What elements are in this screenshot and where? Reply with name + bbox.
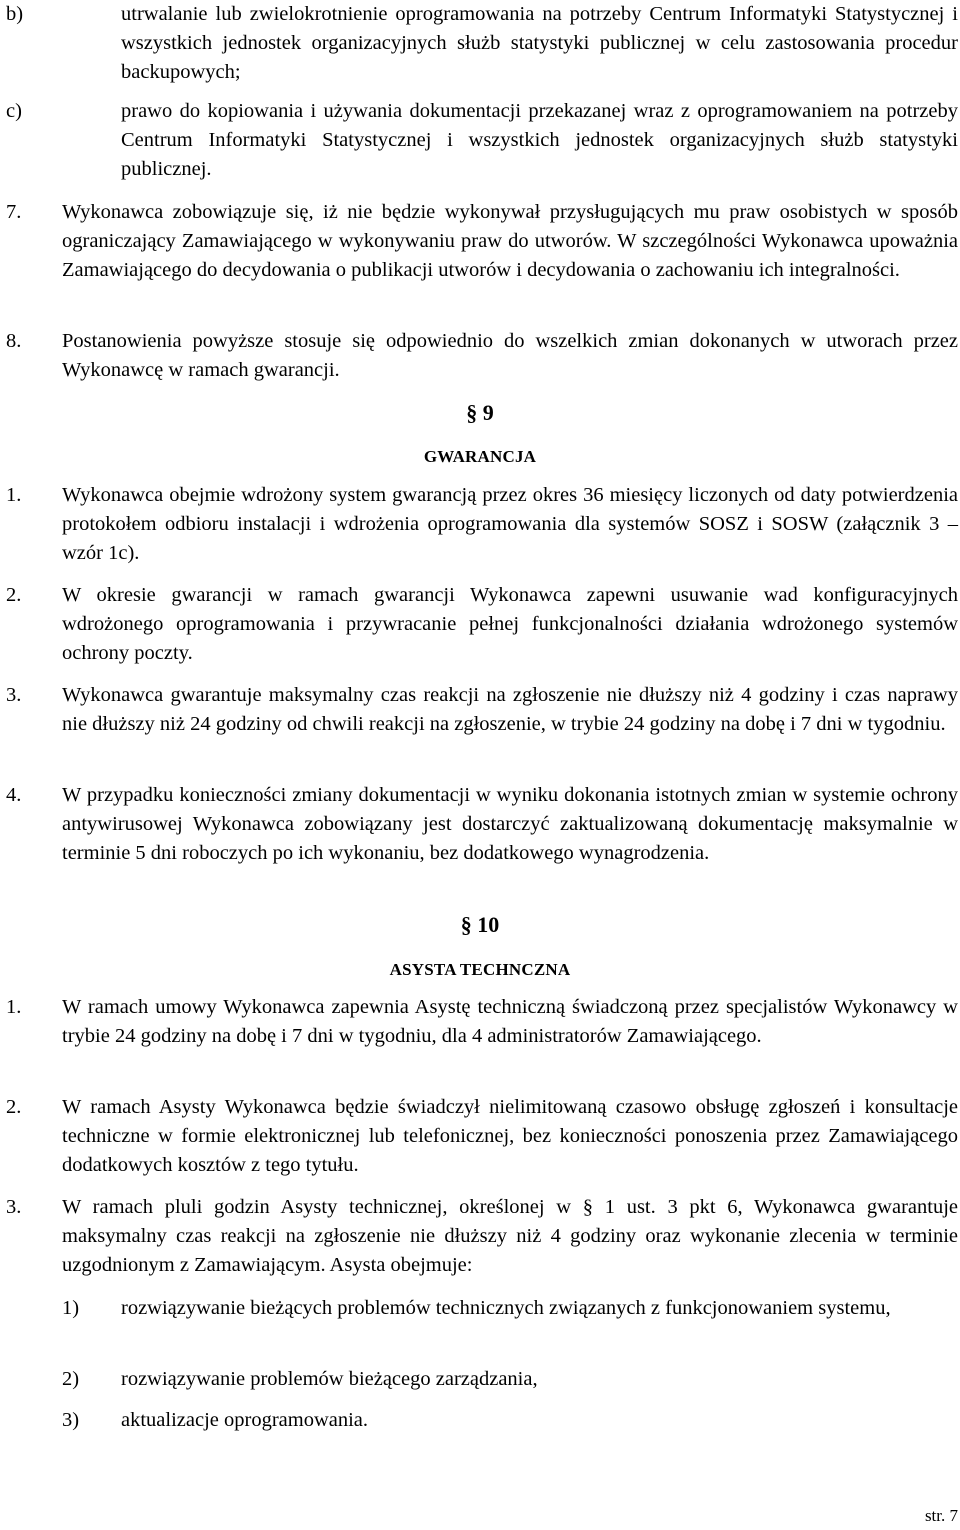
- item-number: 2.: [6, 584, 22, 606]
- section-10-title: ASYSTA TECHNCZNA: [389, 960, 571, 979]
- item-text: prawo do kopiowania i używania dokumentacji przekazanej wraz z oprogramowaniem na potrzeby Centrum Informatyki Statystycznej i wszystkich jednostek organizacyjnych służb statystyki publicznej.: [121, 100, 958, 180]
- list-item-c: [0, 97, 958, 184]
- assistance-subitem-1: [0, 1294, 958, 1323]
- item-number: 7.: [6, 201, 22, 223]
- item-number: 3.: [6, 1196, 22, 1218]
- item-number: 1.: [6, 484, 22, 506]
- item-text: Wykonawca gwarantuje maksymalny czas reakcji na zgłoszenie nie dłuższy niż 4 godziny i czas naprawy nie dłuższy niż 24 godziny od chwili reakcji na zgłoszenie, w trybie 24 godziny na dobę i 7 dni w tygodniu.: [62, 684, 958, 735]
- warranty-item-1: [0, 481, 958, 568]
- warranty-item-3: [0, 681, 958, 739]
- item-number: 4.: [6, 784, 22, 806]
- warranty-item-2: [0, 581, 958, 668]
- subitem-number: 2): [62, 1368, 80, 1390]
- subitem-text: aktualizacje oprogramowania.: [121, 1409, 369, 1431]
- item-text: utrwalanie lub zwielokrotnienie oprogramowania na potrzeby Centrum Informatyki Statystycznej i wszystkich jednostek organizacyjnych służb statystyki publicznej w celu zastosowania procedur backupowych;: [121, 3, 958, 83]
- item-text: Wykonawca zobowiązuje się, iż nie będzie wykonywał przysługujących mu praw osobistych w sposób ograniczający Zamawiającego w wykonywaniu praw do utworów. W szczególności Wykonawca upoważnia Zamawiającego do decydowania o publikacji utworów i decydowania o zachowaniu ich integralności.: [62, 201, 958, 281]
- item-text: Wykonawca obejmie wdrożony system gwarancją przez okres 36 miesięcy liczonych od daty potwierdzenia protokołem odbioru instalacji i wdrożenia oprogramowania dla systemów SOSZ i SOSW (załącznik 3 – wzór 1c).: [62, 484, 958, 564]
- list-item-b: [0, 0, 958, 87]
- section-10-number: § 10: [460, 912, 500, 937]
- assistance-item-3: [0, 1193, 958, 1280]
- section-9-title: GWARANCJA: [423, 447, 537, 466]
- assistance-item-1: [0, 993, 958, 1051]
- item-text: W ramach pluli godzin Asysty technicznej, określonej w § 1 ust. 3 pkt 6, Wykonawca gwarantuje maksymalny czas reakcji na zgłoszenie nie dłuższy niż 4 godziny oraz wykonanie zlecenia w terminie uzgodnionym z Zamawiającym. Asysta obejmuje:: [62, 1196, 958, 1276]
- subitem-text: rozwiązywanie problemów bieżącego zarządzania,: [121, 1368, 538, 1390]
- assistance-item-2: [0, 1093, 958, 1180]
- item-text: W przypadku konieczności zmiany dokumentacji w wyniku dokonania istotnych zmian w systemie ochrony antywirusowej Wykonawca zobowiązany jest dostarczyć zaktualizowaną dokumentację maksymalnie w terminie 5 dni roboczych po ich wykonaniu, bez dodatkowego wynagrodzenia.: [62, 784, 958, 864]
- item-text: W ramach Asysty Wykonawca będzie świadczył nielimitowaną czasowo obsługę zgłoszeń i konsultacje techniczne w formie elektronicznej lub telefonicznej, bez konieczności ponoszenia przez Zamawiającego dodatkowych kosztów z tego tytułu.: [62, 1096, 958, 1176]
- item-number: c): [6, 100, 22, 122]
- assistance-subitem-3: [0, 1406, 958, 1435]
- section-9-number: § 9: [466, 400, 494, 425]
- item-text: Postanowienia powyższe stosuje się odpowiednio do wszelkich zmian dokonanych w utworach przez Wykonawcę w ramach gwarancji.: [62, 330, 958, 381]
- item-text: W ramach umowy Wykonawca zapewnia Asystę techniczną świadczoną przez specjalistów Wykonawcy w trybie 24 godziny na dobę i 7 dni w tygodniu, dla 4 administratorów Zamawiającego.: [62, 996, 958, 1047]
- item-number: 2.: [6, 1096, 22, 1118]
- subitem-text: rozwiązywanie bieżących problemów technicznych związanych z funkcjonowaniem systemu,: [121, 1297, 891, 1319]
- subitem-number: 1): [62, 1297, 80, 1319]
- paragraph-7: [0, 198, 958, 285]
- page-number: str. 7: [924, 1506, 958, 1525]
- subitem-number: 3): [62, 1409, 80, 1431]
- item-number: 1.: [6, 996, 22, 1018]
- item-number: 3.: [6, 684, 22, 706]
- item-text: W okresie gwarancji w ramach gwarancji Wykonawca zapewni usuwanie wad konfiguracyjnych wdrożonego oprogramowania i przywracanie pełnej funkcjonalności działania wdrożonego systemów ochrony poczty.: [62, 584, 958, 664]
- assistance-subitem-2: [0, 1365, 958, 1394]
- item-number: b): [6, 3, 24, 25]
- paragraph-8: [0, 327, 958, 385]
- item-number: 8.: [6, 330, 22, 352]
- warranty-item-4: [0, 781, 958, 868]
